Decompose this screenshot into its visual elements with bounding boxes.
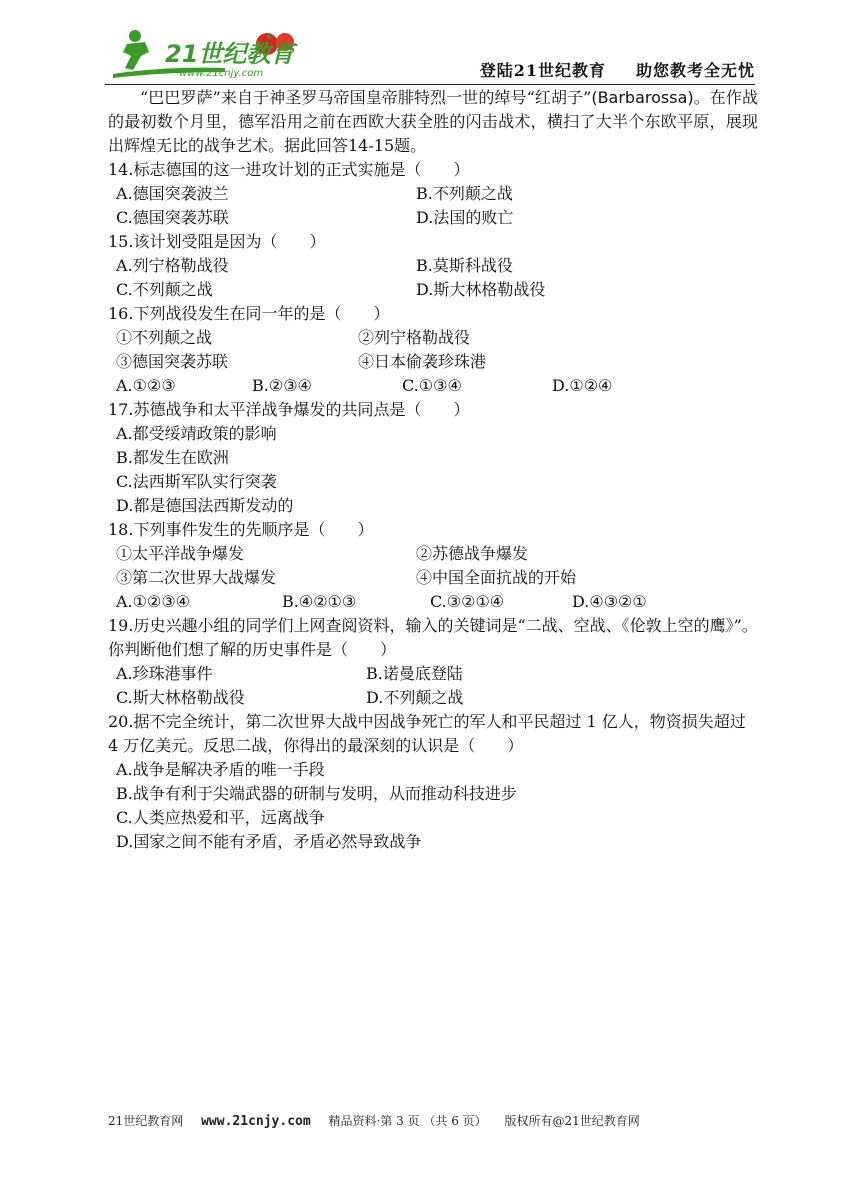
option-c: C.人类应热爱和平，远离战争 <box>116 808 325 827</box>
question-15 <box>108 230 758 302</box>
question-17 <box>108 398 758 518</box>
header-slogan-left: 登陆21世纪教育 <box>479 61 606 80</box>
list-item: ④日本偷袭珍珠港 <box>358 352 487 371</box>
header-slogan-right: 助您教考全无忧 <box>635 61 755 80</box>
question-stem: 14.标志德国的这一进攻计划的正式实施是（ ） <box>108 160 470 179</box>
question-content <box>108 86 758 854</box>
option-c: C.不列颠之战 <box>116 280 213 299</box>
question-stem: 19.历史兴趣小组的同学们上网查阅资料，输入的关键词是“二战、空战、《伦敦上空的鹰》”。你判断他们想了解的历史事件是（ ） <box>108 616 758 659</box>
option-a: A.战争是解决矛盾的唯一手段 <box>116 760 325 779</box>
option-d: D.法国的败亡 <box>416 208 514 227</box>
footer-site-link[interactable]: www.21cnjy.com <box>201 1114 311 1129</box>
header-slogan <box>480 58 755 81</box>
21cnjy-logo[interactable] <box>105 22 305 82</box>
option-a: A.①②③④ <box>116 592 191 611</box>
option-a: A.德国突袭波兰 <box>116 184 229 203</box>
option-b: B.莫斯科战役 <box>416 256 513 275</box>
question-stem: 17.苏德战争和太平洋战争爆发的共同点是（ ） <box>108 400 470 419</box>
list-item: ③第二次世界大战爆发 <box>116 568 277 587</box>
question-19 <box>108 614 758 710</box>
option-c: C.斯大林格勒战役 <box>116 688 245 707</box>
footer-page-info: 精品资料·第 3 页 （共 6 页） <box>328 1114 487 1128</box>
option-a: A.列宁格勒战役 <box>116 256 229 275</box>
logo-graphic <box>105 22 305 82</box>
option-d: D.①②④ <box>552 376 613 395</box>
option-d: D.④③②① <box>572 592 647 611</box>
list-item: ①太平洋战争爆发 <box>116 544 245 563</box>
list-item: ②苏德战争爆发 <box>416 544 529 563</box>
option-a: A.珍珠港事件 <box>116 664 213 683</box>
option-a: A.①②③ <box>116 376 176 395</box>
option-b: B.②③④ <box>252 376 312 395</box>
option-a: A.都受绥靖政策的影响 <box>116 424 277 443</box>
question-18 <box>108 518 758 614</box>
intro-text-part1: “巴巴罗萨”来自于神圣罗马帝国皇帝腓特烈一世的绰号“红胡子” <box>140 88 592 107</box>
option-d: D.斯大林格勒战役 <box>416 280 546 299</box>
list-item: ③德国突袭苏联 <box>116 352 229 371</box>
option-c: C.法西斯军队实行突袭 <box>116 472 277 491</box>
footer-org: 21世纪教育网 <box>108 1114 184 1128</box>
intro-latin-term: (Barbarossa) <box>591 88 694 107</box>
question-stem: 15.该计划受阻是因为（ ） <box>108 232 326 251</box>
option-b: B.诺曼底登陆 <box>366 664 463 683</box>
question-stem: 16.下列战役发生在同一年的是（ ） <box>108 304 390 323</box>
question-14 <box>108 158 758 230</box>
footer-copyright: 版权所有@21世纪教育网 <box>504 1114 640 1128</box>
option-b: B.都发生在欧洲 <box>116 448 229 467</box>
page-footer <box>108 1112 758 1129</box>
option-c: C.德国突袭苏联 <box>116 208 229 227</box>
option-b: B.不列颠之战 <box>416 184 513 203</box>
option-d: D.都是德国法西斯发动的 <box>116 496 294 515</box>
header-divider <box>105 84 755 85</box>
logo-text: 21世纪教育 <box>165 40 295 68</box>
option-d: D.不列颠之战 <box>366 688 464 707</box>
option-c: C.③②①④ <box>430 592 505 611</box>
list-item: ②列宁格勒战役 <box>358 328 471 347</box>
intro-paragraph <box>108 86 758 158</box>
intro-text-part2: 。在作战的最初数个月里，德军沿用之前在西欧大获全胜的闪击战术，横扫了大半个东欧平原，展现出辉煌无比的战争艺术。据此回答14-15题。 <box>108 88 758 155</box>
page-header <box>105 22 755 84</box>
logo-url: www.21cnjy.com <box>179 68 264 79</box>
option-b: B.④②①③ <box>282 592 357 611</box>
option-b: B.战争有利于尖端武器的研制与发明，从而推动科技进步 <box>116 784 517 803</box>
question-stem: 20.据不完全统计，第二次世界大战中因战争死亡的军人和平民超过 1 亿人，物资损失超过 4 万亿美元。反思二战，你得出的最深刻的认识是（ ） <box>108 712 746 755</box>
list-item: ①不列颠之战 <box>116 328 213 347</box>
option-c: C.①③④ <box>402 376 462 395</box>
option-d: D.国家之间不能有矛盾，矛盾必然导致战争 <box>116 832 422 851</box>
question-20 <box>108 710 758 854</box>
question-16 <box>108 302 758 398</box>
list-item: ④中国全面抗战的开始 <box>416 568 577 587</box>
question-stem: 18.下列事件发生的先顺序是（ ） <box>108 520 374 539</box>
